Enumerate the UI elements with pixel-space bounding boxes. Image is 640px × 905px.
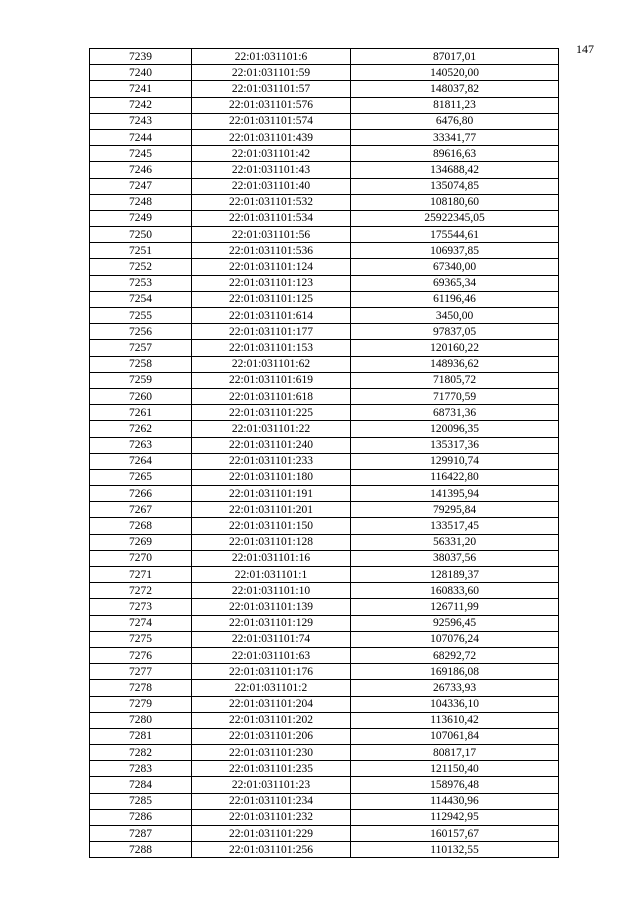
row-number-cell: 7276: [90, 647, 192, 663]
table-row: [90, 761, 559, 777]
table-row: [90, 146, 559, 162]
row-number-cell: 7256: [90, 324, 192, 340]
cadastral-number-cell: 22:01:031101:614: [192, 308, 351, 324]
value-cell: 175544,61: [351, 227, 559, 243]
registry-table: [89, 48, 559, 858]
value-cell: 140520,00: [351, 65, 559, 81]
page-number: 147: [576, 42, 594, 56]
row-number-cell: 7257: [90, 340, 192, 356]
cadastral-number-cell: 22:01:031101:176: [192, 664, 351, 680]
row-number-cell: 7272: [90, 583, 192, 599]
value-cell: 92596,45: [351, 615, 559, 631]
row-number-cell: 7271: [90, 567, 192, 583]
cadastral-number-cell: 22:01:031101:234: [192, 793, 351, 809]
value-cell: 69365,34: [351, 275, 559, 291]
value-cell: 126711,99: [351, 599, 559, 615]
row-number-cell: 7273: [90, 599, 192, 615]
cadastral-number-cell: 22:01:031101:123: [192, 275, 351, 291]
table-row: [90, 615, 559, 631]
cadastral-number-cell: 22:01:031101:202: [192, 712, 351, 728]
cadastral-number-cell: 22:01:031101:153: [192, 340, 351, 356]
table-row: [90, 647, 559, 663]
value-cell: 120096,35: [351, 421, 559, 437]
cadastral-number-cell: 22:01:031101:232: [192, 809, 351, 825]
row-number-cell: 7279: [90, 696, 192, 712]
value-cell: 134688,42: [351, 162, 559, 178]
row-number-cell: 7241: [90, 81, 192, 97]
value-cell: 106937,85: [351, 243, 559, 259]
table-row: [90, 486, 559, 502]
value-cell: 71770,59: [351, 388, 559, 404]
row-number-cell: 7248: [90, 194, 192, 210]
cadastral-number-cell: 22:01:031101:225: [192, 405, 351, 421]
table-row: [90, 405, 559, 421]
row-number-cell: 7245: [90, 146, 192, 162]
row-number-cell: 7239: [90, 49, 192, 65]
cadastral-number-cell: 22:01:031101:40: [192, 178, 351, 194]
value-cell: 141395,94: [351, 486, 559, 502]
table-row: [90, 745, 559, 761]
row-number-cell: 7251: [90, 243, 192, 259]
row-number-cell: 7283: [90, 761, 192, 777]
value-cell: 67340,00: [351, 259, 559, 275]
cadastral-number-cell: 22:01:031101:139: [192, 599, 351, 615]
cadastral-number-cell: 22:01:031101:618: [192, 388, 351, 404]
value-cell: 68292,72: [351, 647, 559, 663]
value-cell: 160833,60: [351, 583, 559, 599]
cadastral-number-cell: 22:01:031101:59: [192, 65, 351, 81]
row-number-cell: 7281: [90, 728, 192, 744]
cadastral-number-cell: 22:01:031101:230: [192, 745, 351, 761]
cadastral-number-cell: 22:01:031101:536: [192, 243, 351, 259]
cadastral-number-cell: 22:01:031101:22: [192, 421, 351, 437]
cadastral-number-cell: 22:01:031101:6: [192, 49, 351, 65]
value-cell: 71805,72: [351, 372, 559, 388]
registry-table-body: [90, 49, 559, 858]
value-cell: 110132,55: [351, 842, 559, 858]
table-row: [90, 842, 559, 858]
row-number-cell: 7278: [90, 680, 192, 696]
value-cell: 148936,62: [351, 356, 559, 372]
row-number-cell: 7280: [90, 712, 192, 728]
row-number-cell: 7250: [90, 227, 192, 243]
table-row: [90, 664, 559, 680]
table-row: [90, 372, 559, 388]
cadastral-number-cell: 22:01:031101:180: [192, 469, 351, 485]
table-row: [90, 712, 559, 728]
table-row: [90, 65, 559, 81]
table-row: [90, 826, 559, 842]
row-number-cell: 7267: [90, 502, 192, 518]
value-cell: 114430,96: [351, 793, 559, 809]
value-cell: 116422,80: [351, 469, 559, 485]
value-cell: 61196,46: [351, 291, 559, 307]
value-cell: 135317,36: [351, 437, 559, 453]
row-number-cell: 7274: [90, 615, 192, 631]
cadastral-number-cell: 22:01:031101:534: [192, 210, 351, 226]
table-row: [90, 567, 559, 583]
value-cell: 112942,95: [351, 809, 559, 825]
value-cell: 87017,01: [351, 49, 559, 65]
table-row: [90, 518, 559, 534]
table-row: [90, 421, 559, 437]
cadastral-number-cell: 22:01:031101:191: [192, 486, 351, 502]
cadastral-number-cell: 22:01:031101:74: [192, 631, 351, 647]
cadastral-number-cell: 22:01:031101:574: [192, 113, 351, 129]
value-cell: 6476,80: [351, 113, 559, 129]
row-number-cell: 7275: [90, 631, 192, 647]
value-cell: 148037,82: [351, 81, 559, 97]
table-row: [90, 453, 559, 469]
cadastral-number-cell: 22:01:031101:204: [192, 696, 351, 712]
table-row: [90, 227, 559, 243]
table-row: [90, 502, 559, 518]
value-cell: 113610,42: [351, 712, 559, 728]
row-number-cell: 7285: [90, 793, 192, 809]
cadastral-number-cell: 22:01:031101:177: [192, 324, 351, 340]
table-row: [90, 696, 559, 712]
table-row: [90, 178, 559, 194]
row-number-cell: 7259: [90, 372, 192, 388]
table-row: [90, 340, 559, 356]
row-number-cell: 7258: [90, 356, 192, 372]
table-row: [90, 550, 559, 566]
table-row: [90, 793, 559, 809]
value-cell: 97837,05: [351, 324, 559, 340]
cadastral-number-cell: 22:01:031101:233: [192, 453, 351, 469]
value-cell: 26733,93: [351, 680, 559, 696]
row-number-cell: 7288: [90, 842, 192, 858]
table-row: [90, 308, 559, 324]
table-row: [90, 631, 559, 647]
row-number-cell: 7246: [90, 162, 192, 178]
table-row: [90, 81, 559, 97]
table-row: [90, 777, 559, 793]
value-cell: 129910,74: [351, 453, 559, 469]
cadastral-number-cell: 22:01:031101:128: [192, 534, 351, 550]
table-row: [90, 356, 559, 372]
table-row: [90, 194, 559, 210]
row-number-cell: 7240: [90, 65, 192, 81]
row-number-cell: 7284: [90, 777, 192, 793]
value-cell: 158976,48: [351, 777, 559, 793]
table-row: [90, 97, 559, 113]
cadastral-number-cell: 22:01:031101:439: [192, 129, 351, 145]
table-row: [90, 469, 559, 485]
table-row: [90, 388, 559, 404]
table-row: [90, 49, 559, 65]
row-number-cell: 7244: [90, 129, 192, 145]
cadastral-number-cell: 22:01:031101:10: [192, 583, 351, 599]
row-number-cell: 7265: [90, 469, 192, 485]
value-cell: 81811,23: [351, 97, 559, 113]
table-row: [90, 599, 559, 615]
cadastral-number-cell: 22:01:031101:125: [192, 291, 351, 307]
table-row: [90, 680, 559, 696]
value-cell: 104336,10: [351, 696, 559, 712]
row-number-cell: 7287: [90, 826, 192, 842]
row-number-cell: 7264: [90, 453, 192, 469]
row-number-cell: 7269: [90, 534, 192, 550]
value-cell: 108180,60: [351, 194, 559, 210]
value-cell: 160157,67: [351, 826, 559, 842]
cadastral-number-cell: 22:01:031101:1: [192, 567, 351, 583]
cadastral-number-cell: 22:01:031101:42: [192, 146, 351, 162]
cadastral-number-cell: 22:01:031101:201: [192, 502, 351, 518]
table-row: [90, 129, 559, 145]
cadastral-number-cell: 22:01:031101:62: [192, 356, 351, 372]
row-number-cell: 7249: [90, 210, 192, 226]
table-row: [90, 291, 559, 307]
value-cell: 121150,40: [351, 761, 559, 777]
value-cell: 56331,20: [351, 534, 559, 550]
row-number-cell: 7242: [90, 97, 192, 113]
cadastral-number-cell: 22:01:031101:57: [192, 81, 351, 97]
value-cell: 169186,08: [351, 664, 559, 680]
cadastral-number-cell: 22:01:031101:229: [192, 826, 351, 842]
cadastral-number-cell: 22:01:031101:576: [192, 97, 351, 113]
table-row: [90, 437, 559, 453]
row-number-cell: 7286: [90, 809, 192, 825]
value-cell: 33341,77: [351, 129, 559, 145]
cadastral-number-cell: 22:01:031101:150: [192, 518, 351, 534]
cadastral-number-cell: 22:01:031101:124: [192, 259, 351, 275]
row-number-cell: 7266: [90, 486, 192, 502]
value-cell: 120160,22: [351, 340, 559, 356]
cadastral-number-cell: 22:01:031101:16: [192, 550, 351, 566]
table-row: [90, 259, 559, 275]
value-cell: 3450,00: [351, 308, 559, 324]
cadastral-number-cell: 22:01:031101:2: [192, 680, 351, 696]
row-number-cell: 7253: [90, 275, 192, 291]
value-cell: 25922345,05: [351, 210, 559, 226]
row-number-cell: 7252: [90, 259, 192, 275]
row-number-cell: 7268: [90, 518, 192, 534]
cadastral-number-cell: 22:01:031101:206: [192, 728, 351, 744]
row-number-cell: 7243: [90, 113, 192, 129]
table-row: [90, 324, 559, 340]
cadastral-number-cell: 22:01:031101:235: [192, 761, 351, 777]
table-row: [90, 728, 559, 744]
table-row: [90, 583, 559, 599]
value-cell: 38037,56: [351, 550, 559, 566]
row-number-cell: 7262: [90, 421, 192, 437]
table-row: [90, 162, 559, 178]
value-cell: 135074,85: [351, 178, 559, 194]
table-row: [90, 113, 559, 129]
row-number-cell: 7261: [90, 405, 192, 421]
cadastral-number-cell: 22:01:031101:56: [192, 227, 351, 243]
value-cell: 79295,84: [351, 502, 559, 518]
row-number-cell: 7270: [90, 550, 192, 566]
row-number-cell: 7263: [90, 437, 192, 453]
table-row: [90, 243, 559, 259]
cadastral-number-cell: 22:01:031101:43: [192, 162, 351, 178]
value-cell: 80817,17: [351, 745, 559, 761]
cadastral-number-cell: 22:01:031101:129: [192, 615, 351, 631]
cadastral-number-cell: 22:01:031101:23: [192, 777, 351, 793]
row-number-cell: 7255: [90, 308, 192, 324]
cadastral-number-cell: 22:01:031101:532: [192, 194, 351, 210]
cadastral-number-cell: 22:01:031101:619: [192, 372, 351, 388]
table-row: [90, 809, 559, 825]
cadastral-number-cell: 22:01:031101:240: [192, 437, 351, 453]
value-cell: 128189,37: [351, 567, 559, 583]
row-number-cell: 7247: [90, 178, 192, 194]
value-cell: 133517,45: [351, 518, 559, 534]
value-cell: 107061,84: [351, 728, 559, 744]
table-row: [90, 534, 559, 550]
row-number-cell: 7277: [90, 664, 192, 680]
table-row: [90, 275, 559, 291]
row-number-cell: 7282: [90, 745, 192, 761]
value-cell: 107076,24: [351, 631, 559, 647]
row-number-cell: 7260: [90, 388, 192, 404]
value-cell: 68731,36: [351, 405, 559, 421]
cadastral-number-cell: 22:01:031101:63: [192, 647, 351, 663]
row-number-cell: 7254: [90, 291, 192, 307]
cadastral-number-cell: 22:01:031101:256: [192, 842, 351, 858]
table-row: [90, 210, 559, 226]
value-cell: 89616,63: [351, 146, 559, 162]
